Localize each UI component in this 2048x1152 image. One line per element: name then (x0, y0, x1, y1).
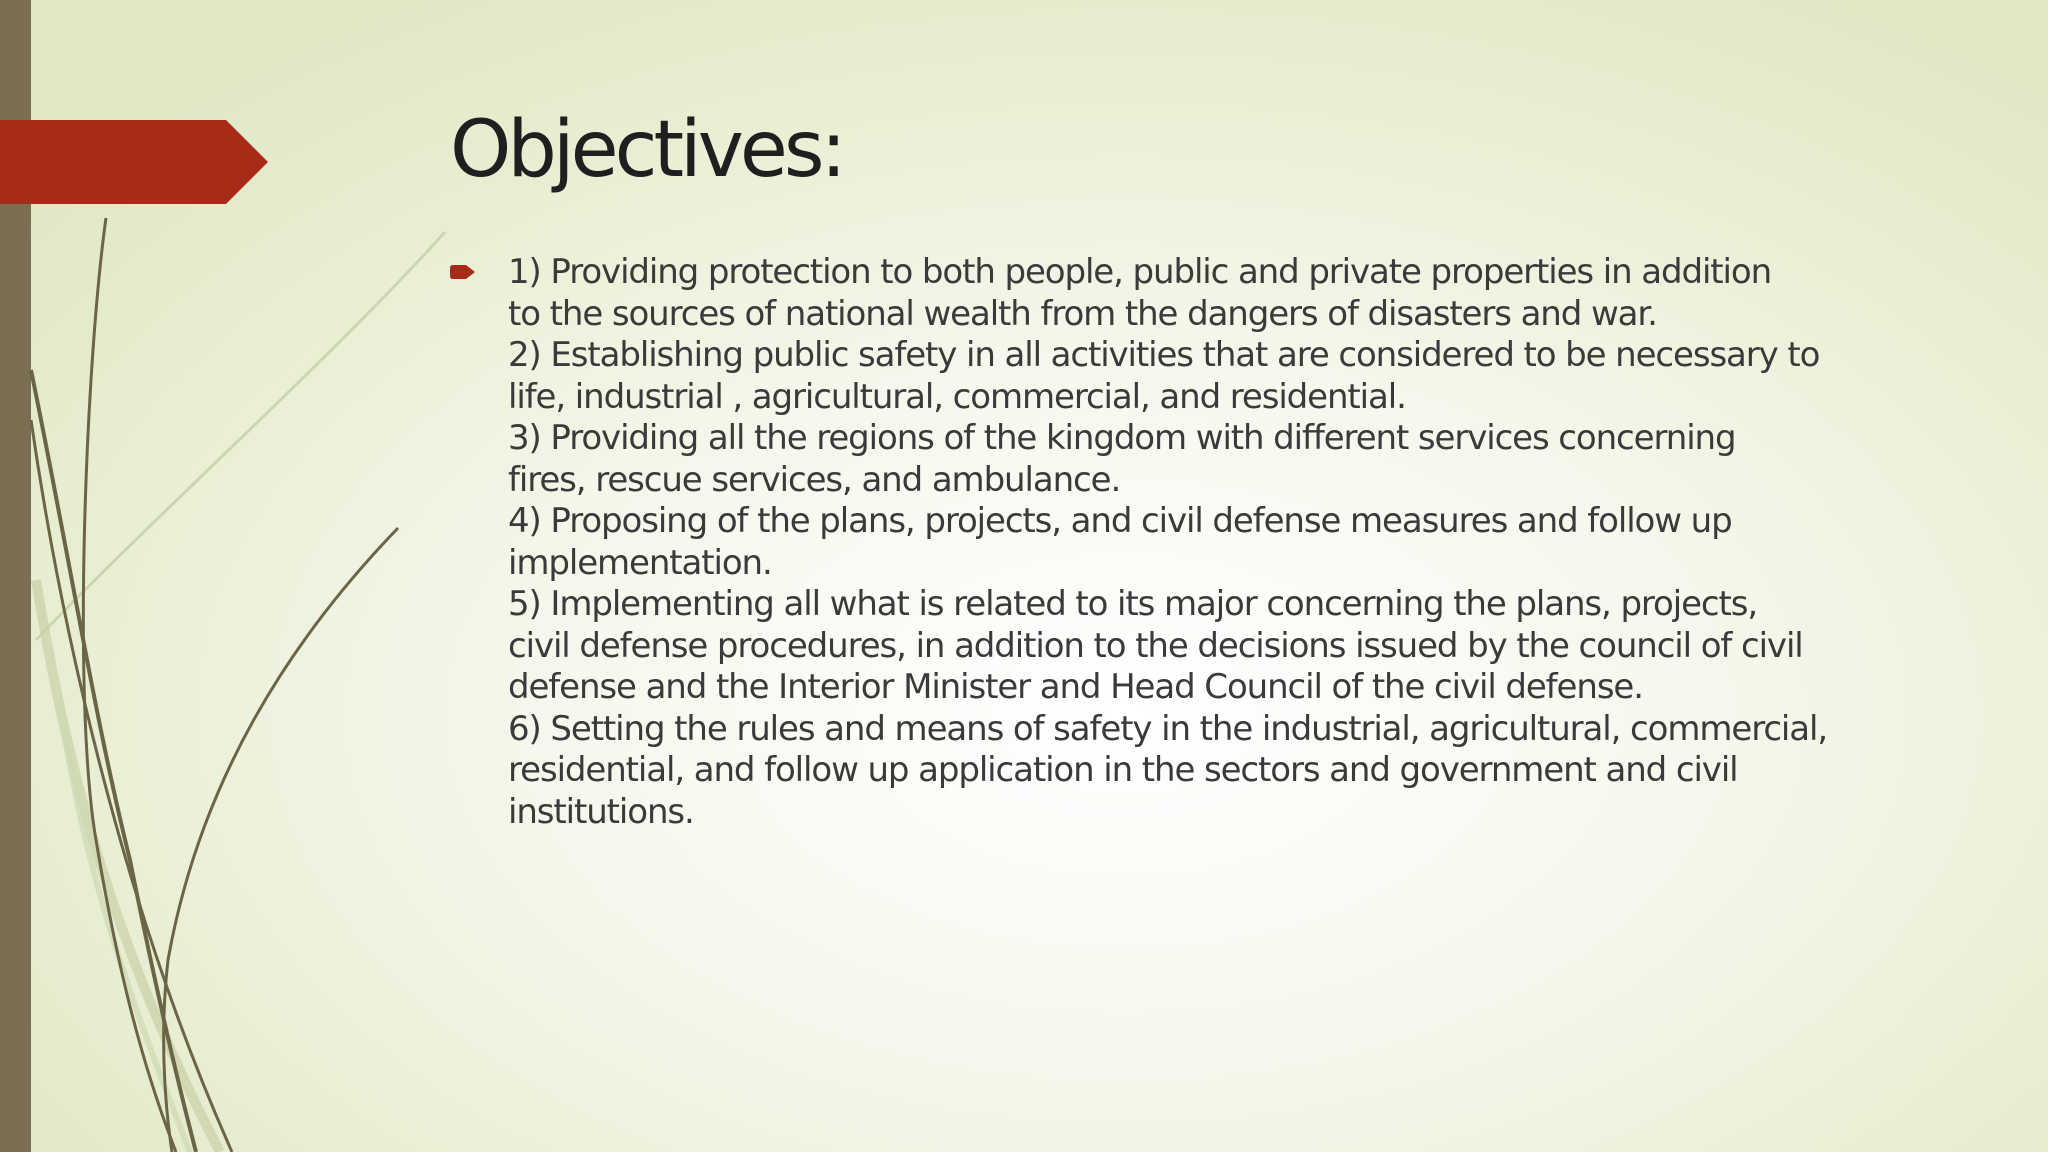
text-line: institutions. (508, 791, 694, 832)
arrow-bullet-icon (450, 263, 476, 281)
text-line: fires, rescue services, and ambulance. (508, 459, 1121, 500)
text-line: 6) Setting the rules and means of safety in the industrial, agricultural, commercial, (508, 708, 1828, 749)
text-line: life, industrial , agricultural, commercial, and residential. (508, 376, 1406, 417)
slide-title: Objectives: (450, 105, 843, 195)
text-line: to the sources of national wealth from the dangers of disasters and war. (508, 293, 1657, 334)
text-line: civil defense procedures, in addition to the decisions issued by the council of civil (508, 625, 1803, 666)
bullet-text (508, 252, 1920, 833)
title-chevron-banner (0, 120, 268, 204)
text-line: residential, and follow up application in the sectors and government and civil (508, 750, 1738, 790)
text-line: 1) Providing protection to both people, public and private properties in addition (508, 252, 1772, 292)
text-line: 3) Providing all the regions of the kingdom with different services concerning (508, 418, 1736, 458)
text-line: defense and the Interior Minister and Head Council of the civil defense. (508, 667, 1643, 707)
text-line: implementation. (508, 542, 772, 583)
text-line: 2) Establishing public safety in all activities that are considered to be necessary to (508, 335, 1820, 375)
bullet-list (450, 252, 1920, 833)
text-line: 5) Implementing all what is related to its major concerning the plans, projects, (508, 584, 1758, 624)
text-line: 4) Proposing of the plans, projects, and civil defense measures and follow up (508, 501, 1732, 541)
